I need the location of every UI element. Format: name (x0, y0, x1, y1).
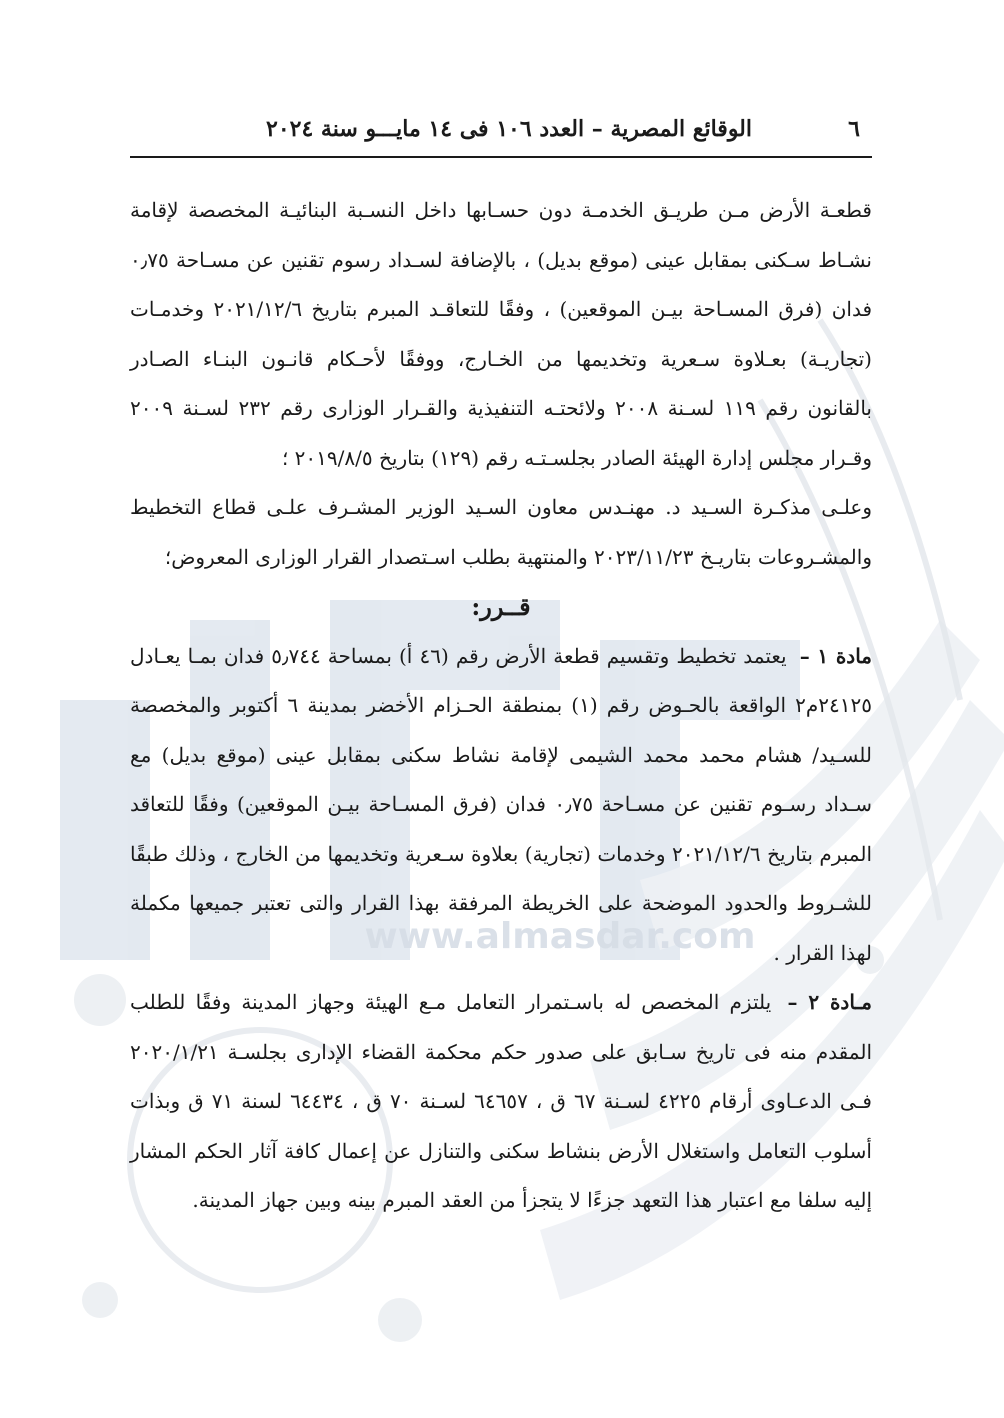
paragraph-preamble: قطعـة الأرض مـن طريـق الخدمـة دون حسـابها داخل النسـبة البنائيـة المخصصة لإقامة نشـاط سـكنى بمقابل عينى (موقع بديل) ، بالإضافة لسـداد رسوم تقنين عن مسـاحة ٠٫٧٥ فدان (فرق المسـاحة بيـن الموقعين) ، وفقًا للتعاقـد المبرم بتاريخ ٢٠٢١/١٢/٦ وخدمـات (تجاريـة) بعـلاوة سـعرية وتخديمها من الخـارج، ووفقًا لأحـكام قانـون البنـاء الصـادر بالقانون رقم ١١٩ لسـنة ٢٠٠٨ ولائحتـه التنفيذية والقـرار الوزارى رقم ٢٣٢ لسـنة ٢٠٠٩ وقـرار مجلس إدارة الهيئة الصادر بجلسـتـه رقم (١٢٩) بتاريخ ٢٠١٩/٨/٥ ؛ (130, 198, 873, 470)
article-1 (130, 632, 872, 979)
page-header (130, 108, 872, 158)
paragraph-memo: وعلـى مذكـرة السـيد د. مهنـدس معاون السـيد الوزير المشـرف علـى قطاع التخطيط والمشـروعات بتاريـخ ٢٠٢٣/١١/٢٣ والمنتهية بطلب اسـتصدار القرار الوزارى المعروض؛ (130, 495, 872, 569)
article-2 (130, 978, 872, 1226)
article-2-label: مـادة ٢ – (787, 990, 872, 1014)
header-title: الوقائع المصرية – العدد ١٠٦ فى ١٤ مايـــو سنة ٢٠٢٤ (266, 116, 752, 142)
article-2-text: يلتزم المخصص له باسـتمرار التعامل مـع الهيئة وجهاز المدينة وفقًا للطلب المقدم منه فى تاريخ سـابق على صدور حكم محكمة القضاء الإدارى بجلسـة ٢٠٢٠/١/٢١ فـى الدعـاوى أرقام ٤٢٢٥ لسـنة ٦٧ ق ، ٦٤٦٥٧ لسـنة ٧٠ ق ، ٦٤٤٣٤ لسنة ٧١ ق وبذات أسلوب التعامل واستغلال الأرض بنشاط سكنى والتنازل عن إعمال كافة آثار الحكم المشار إليه سلفا مع اعتبار هذا التعهد جزءًا لا يتجزأ من العقد المبرم بينه وبين جهاز المدينة. (130, 990, 872, 1212)
page (130, 0, 872, 1418)
document-body (130, 186, 872, 1226)
article-1-text: يعتمد تخطيط وتقسيم قطعة الأرض رقم (٤٦ أ) بمساحة ٥٫٧٤٤ فدان بمـا يعـادل ٢٤١٢٥م٢ الواقعة بالحـوض رقم (١) بمنطقة الحـزام الأخضر بمدينة ٦ أكتوبر والمخصصة للسـيد/ هشام محمد محمد الشيمى لإقامة نشاط سكنى بمقابل عينى (موقع بديل) مع سـداد رسـوم تقنين عن مسـاحة ٠٫٧٥ فدان (فرق المسـاحة بيـن الموقعين) وفقًا للتعاقد المبرم بتاريخ ٢٠٢١/١٢/٦ وخدمات (تجارية) بعلاوة سـعرية وتخديمها من الخارج ، وذلك طبقًا للشـروط والحدود الموضحة على الخريطة المرفقة بهذا القرار والتى تعتبر جميعها مكملة لهذا القرار . (130, 643, 873, 965)
watermark-url: www.almasdar.com (364, 916, 756, 957)
page-number: ٦ (848, 116, 860, 142)
decree-heading: قــرر: (471, 592, 531, 621)
article-1-label: مادة ١ – (799, 643, 873, 668)
